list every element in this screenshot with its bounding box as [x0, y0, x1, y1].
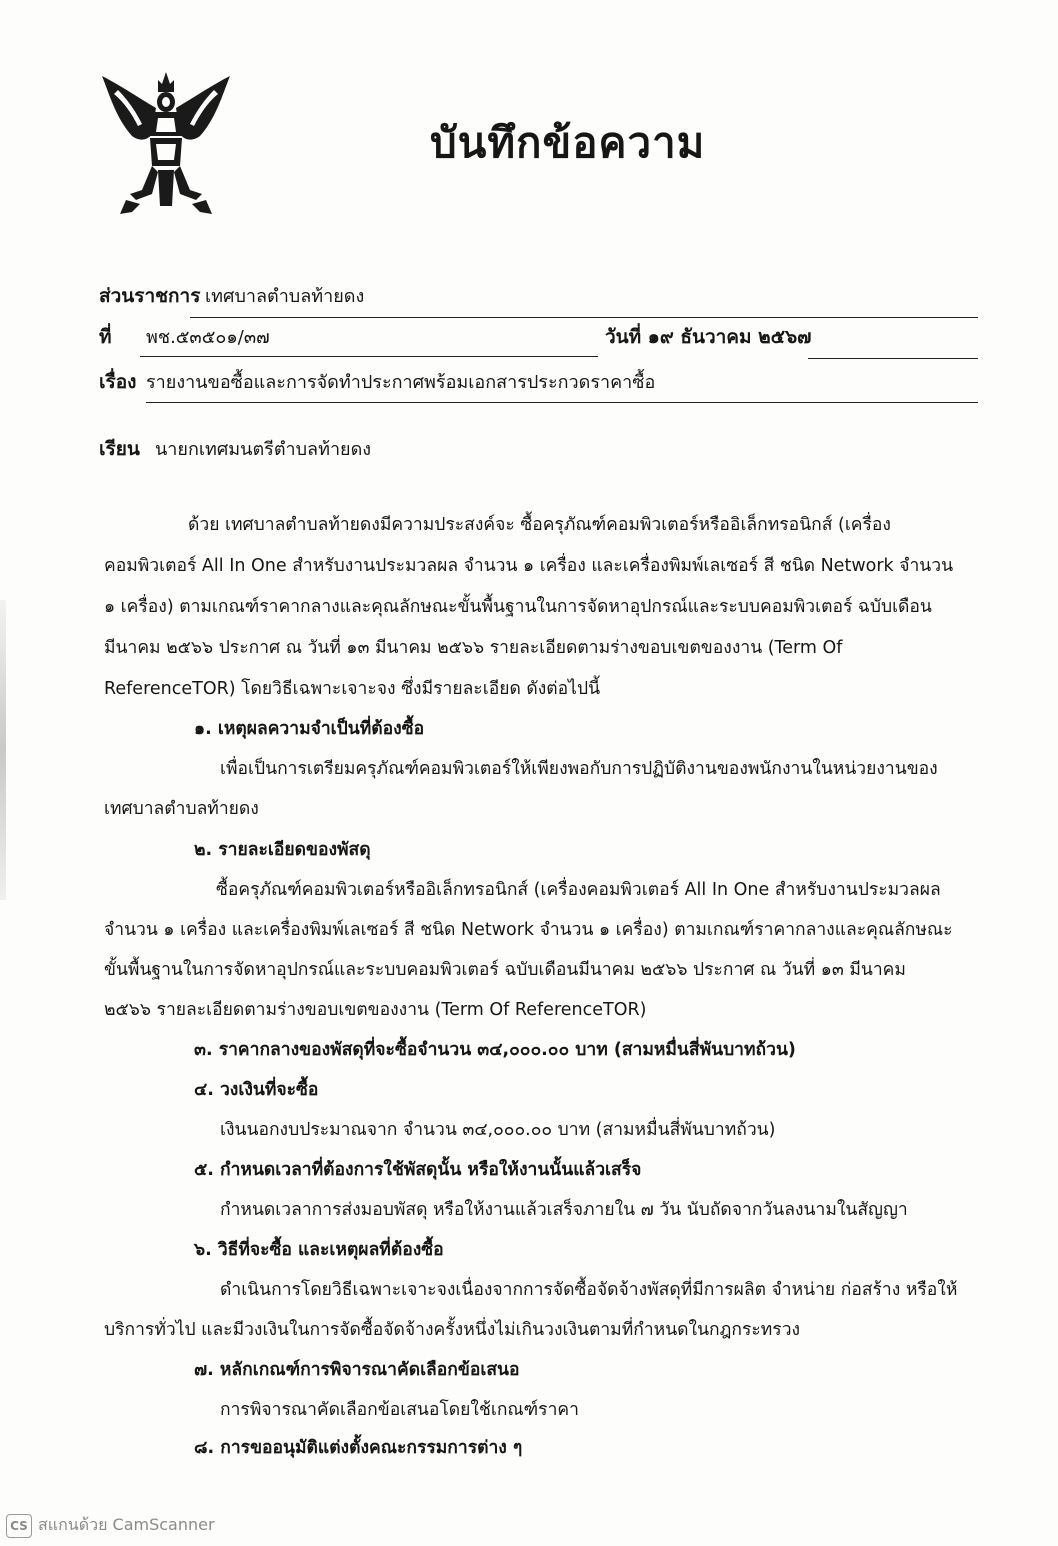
- to-label: เรียน: [99, 438, 140, 460]
- section-6-text: ดำเนินการโดยวิธีเฉพาะเจาะจงเนื่องจากการจัดซื้อจัดจ้างพัสดุที่มีการผลิต จำหน่าย ก่อสร้าง หรือให้: [220, 1280, 958, 1300]
- camscanner-watermark: [6, 1513, 215, 1538]
- camscanner-text: สแกนด้วย CamScanner: [38, 1515, 215, 1534]
- section-2-text: จำนวน ๑ เครื่อง และเครื่องพิมพ์เลเซอร์ สี ชนิด Network จำนวน ๑ เครื่อง) ตามเกณฑ์ราคากลางและคุณลักษณะ: [104, 920, 953, 940]
- intro-line: ๑ เครื่อง) ตามเกณฑ์ราคากลางและคุณลักษณะขั้นพื้นฐานในการจัดหาอุปกรณ์และระบบคอมพิวเตอร์ ฉบับเดือน: [104, 597, 932, 617]
- agency-label: ส่วนราชการ: [99, 285, 201, 307]
- section-7-heading: ๗. หลักเกณฑ์การพิจารณาคัดเลือกข้อเสนอ: [194, 1360, 520, 1380]
- camscanner-logo-icon: CS: [6, 1514, 32, 1538]
- section-1-text: เทศบาลตำบลท้ายดง: [104, 799, 259, 819]
- section-2-text: ขั้นพื้นฐานในการจัดหาอุปกรณ์และระบบคอมพิวเตอร์ ฉบับเดือนมีนาคม ๒๕๖๖ ประกาศ ณ วันที่ ๑๓ มีนาคม: [104, 960, 906, 980]
- garuda-emblem-icon: [96, 66, 236, 218]
- section-2-text: ซื้อครุภัณฑ์คอมพิวเตอร์หรืออิเล็กทรอนิกส์ (เครื่องคอมพิวเตอร์ All In One สำหรับงานประมวลผล: [216, 880, 941, 900]
- section-4-heading: ๔. วงเงินที่จะซื้อ: [194, 1080, 319, 1100]
- intro-line: ReferenceTOR) โดยวิธีเฉพาะเจาะจง ซึ่งมีรายละเอียด ดังต่อไปนี้: [104, 679, 601, 699]
- ref-label: ที่: [99, 326, 112, 348]
- date-rule: [808, 358, 978, 359]
- intro-line: คอมพิวเตอร์ All In One สำหรับงานประมวลผล จำนวน ๑ เครื่อง และเครื่องพิมพ์เลเซอร์ สี ชนิด Network จำนวน: [104, 556, 954, 576]
- scan-edge-shadow: [0, 600, 6, 900]
- section-6-text: บริการทั่วไป และมีวงเงินในการจัดซื้อจัดจ้างครั้งหนึ่งไม่เกินวงเงินตามที่กำหนดในกฎกระทรวง: [104, 1320, 801, 1340]
- subject-label: เรื่อง: [99, 371, 137, 393]
- ref-number: พช.๕๓๕๐๑/๓๗: [146, 327, 270, 348]
- memo-date: วันที่ ๑๙ ธันวาคม ๒๕๖๗: [605, 326, 812, 348]
- section-8-heading: ๘. การขออนุมัติแต่งตั้งคณะกรรมการต่าง ๆ: [194, 1438, 523, 1458]
- to-value: นายกเทศมนตรีตำบลท้ายดง: [155, 439, 372, 460]
- section-5-text: กำหนดเวลาการส่งมอบพัสดุ หรือให้งานแล้วเสร็จภายใน ๗ วัน นับถัดจากวันลงนามในสัญญา: [220, 1200, 908, 1220]
- section-2-heading: ๒. รายละเอียดของพัสดุ: [194, 840, 371, 860]
- section-3-line: ๓. ราคากลางของพัสดุที่จะซื้อจำนวน ๓๔,๐๐๐.๐๐ บาท (สามหมื่นสี่พันบาทถ้วน): [194, 1040, 796, 1060]
- subject-rule: [146, 402, 978, 403]
- subject-value: รายงานขอซื้อและการจัดทำประกาศพร้อมเอกสารประกวดราคาซื้อ: [146, 372, 656, 393]
- agency-value: เทศบาลตำบลท้ายดง: [205, 286, 365, 307]
- intro-line: ด้วย เทศบาลตำบลท้ายดงมีความประสงค์จะ ซื้อครุภัณฑ์คอมพิวเตอร์หรืออิเล็กทรอนิกส์ (เครื่อง: [188, 515, 891, 535]
- intro-line: มีนาคม ๒๕๖๖ ประกาศ ณ วันที่ ๑๓ มีนาคม ๒๕๖๖ รายละเอียดตามร่างขอบเขตของงาน (Term Of: [104, 638, 843, 658]
- section-1-text: เพื่อเป็นการเตรียมครุภัณฑ์คอมพิวเตอร์ให้เพียงพอกับการปฏิบัติงานของพนักงานในหน่วยงานของ: [220, 759, 938, 779]
- ref-rule: [140, 356, 598, 357]
- section-4-text: เงินนอกงบประมาณจาก จำนวน ๓๔,๐๐๐.๐๐ บาท (สามหมื่นสี่พันบาทถ้วน): [220, 1120, 776, 1140]
- section-1-heading: ๑. เหตุผลความจำเป็นที่ต้องซื้อ: [194, 719, 425, 739]
- section-6-heading: ๖. วิธีที่จะซื้อ และเหตุผลที่ต้องซื้อ: [194, 1240, 444, 1260]
- page-title: บันทึกข้อความ: [430, 118, 706, 167]
- section-7-text: การพิจารณาคัดเลือกข้อเสนอโดยใช้เกณฑ์ราคา: [220, 1400, 579, 1420]
- section-5-heading: ๕. กำหนดเวลาที่ต้องการใช้พัสดุนั้น หรือให้งานนั้นแล้วเสร็จ: [194, 1160, 642, 1180]
- agency-rule: [190, 317, 978, 318]
- section-2-text: ๒๕๖๖ รายละเอียดตามร่างขอบเขตของงาน (Term Of ReferenceTOR): [104, 1000, 647, 1020]
